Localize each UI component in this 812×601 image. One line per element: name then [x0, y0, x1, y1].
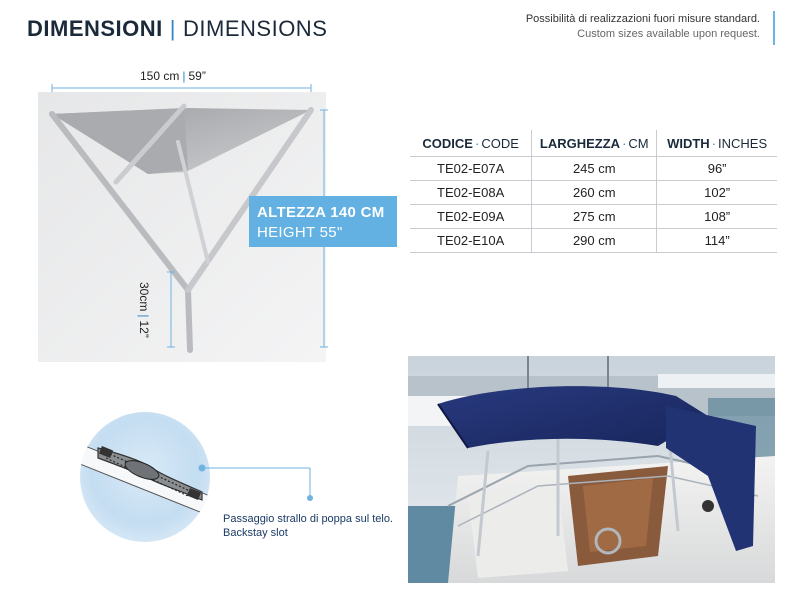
title-italian: DIMENSIONI	[27, 16, 163, 41]
cell-inches: 96”	[657, 157, 777, 181]
slot-caption	[223, 512, 393, 540]
custom-size-note	[526, 12, 760, 42]
post-dimension-label: 30cm|12”	[137, 282, 151, 338]
header-code: CODICE · CODE	[422, 135, 519, 151]
cell-cm: 260 cm	[532, 181, 657, 205]
table-row	[410, 157, 777, 181]
note-accent-bar	[773, 11, 775, 45]
cell-code: TE02-E08A	[410, 181, 532, 205]
note-italian: Possibilità di realizzazioni fuori misure standard.	[525, 13, 760, 25]
cell-code: TE02-E09A	[410, 205, 532, 229]
width-inches: 59”	[188, 69, 206, 83]
table-row	[410, 181, 777, 205]
backstay-slot-detail	[80, 412, 210, 542]
slot-caption-english: Backstay slot	[223, 527, 288, 539]
height-english: HEIGHT 55"	[257, 224, 343, 241]
title-english: DIMENSIONS	[183, 16, 328, 41]
cell-inches: 114”	[657, 229, 777, 253]
cell-cm: 245 cm	[532, 157, 657, 181]
slot-caption-italian: Passaggio strallo di poppa sul telo.	[223, 513, 393, 525]
boat-photo	[408, 356, 775, 583]
backstay-slot-icon	[80, 412, 210, 542]
width-cm: 150 cm	[140, 69, 180, 83]
table-header-row	[410, 130, 777, 157]
note-english: Custom sizes available upon request.	[577, 28, 760, 40]
page-title	[27, 16, 327, 42]
post-cm: 30cm	[137, 282, 151, 312]
cell-code: TE02-E07A	[410, 157, 532, 181]
title-separator: |	[169, 16, 177, 41]
height-italian: ALTEZZA 140 CM	[257, 204, 385, 221]
post-inches: 12”	[137, 320, 151, 338]
dimensions-table	[410, 130, 777, 253]
width-dimension-label: 150 cm | 59”	[140, 69, 206, 83]
table-row	[410, 205, 777, 229]
bimini-diagram	[38, 62, 398, 362]
cell-inches: 108”	[657, 205, 777, 229]
slot-pointer-line	[196, 462, 316, 502]
boat-photo-illustration	[408, 356, 775, 583]
height-badge	[249, 196, 397, 247]
cell-cm: 290 cm	[532, 229, 657, 253]
cell-code: TE02-E10A	[410, 229, 532, 253]
table-row	[410, 229, 777, 253]
header-width-inches: WIDTH · INCHES	[667, 135, 768, 151]
cell-cm: 275 cm	[532, 205, 657, 229]
cell-inches: 102”	[657, 181, 777, 205]
header-width-cm: LARGHEZZA · CM	[532, 130, 657, 157]
